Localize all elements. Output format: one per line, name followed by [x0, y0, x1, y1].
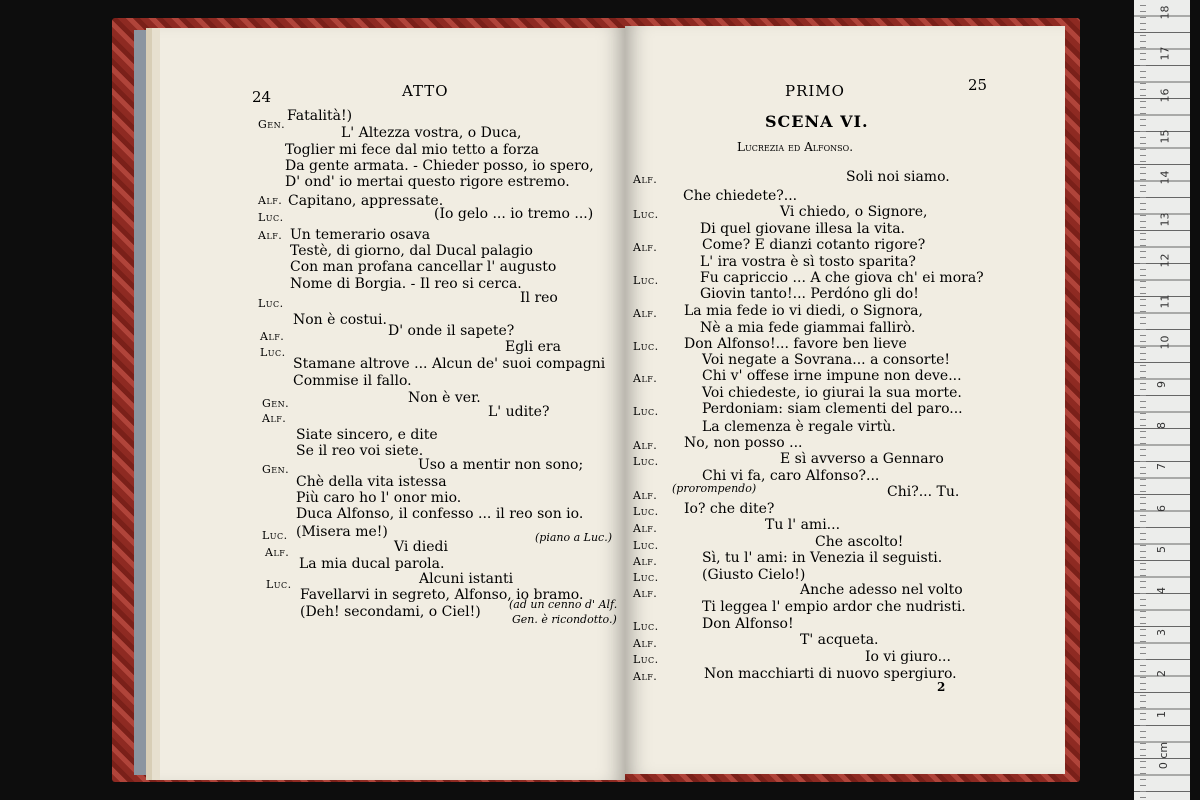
right-verse-line: Voi chiedeste, io giurai la sua morte. [702, 385, 962, 401]
right-verse-line: Io vi giuro... [865, 649, 951, 665]
ruler-number: 12 [1158, 253, 1172, 268]
ruler-ticks [1140, 0, 1146, 800]
right-speaker-label: Luc. [633, 208, 659, 221]
left-verse-line: Capitano, appressate. [288, 193, 444, 209]
right-verse-line: (Giusto Cielo!) [702, 567, 806, 583]
right-verse-line: Di quel giovane illesa la vita. [700, 221, 906, 237]
left-verse-line: Commise il fallo. [293, 373, 412, 389]
right-verse-line: Voi negate a Sovrana... a consorte! [702, 352, 951, 368]
left-speaker-label: Gen. [262, 397, 290, 410]
scene-title: SCENA VI. [765, 112, 869, 131]
right-speaker-label: Alf. [633, 439, 658, 452]
left-verse-line: La mia ducal parola. [299, 556, 445, 572]
left-verse-line: Duca Alfonso, il confesso ... il reo son io. [296, 506, 584, 522]
left-verse-line: Con man profana cancellar l' augusto [290, 259, 557, 275]
left-verse-line: (Deh! secondami, o Ciel!) [300, 604, 481, 620]
left-verse-line: Se il reo voi siete. [296, 443, 424, 459]
ruler-number: 14 [1158, 170, 1172, 185]
right-running-head: PRIMO [785, 82, 845, 100]
right-verse-line: Chi vi fa, caro Alfonso?... [702, 468, 880, 484]
right-speaker-label: Luc. [633, 340, 659, 353]
right-verse-line: No, non posso ... [684, 435, 803, 451]
left-speaker-label: Alf. [258, 194, 283, 207]
right-speaker-label: Alf. [633, 307, 658, 320]
left-verse-line: Vi diedi [394, 539, 448, 555]
left-speaker-label: Gen. [262, 463, 290, 476]
right-speaker-label: Alf. [633, 489, 658, 502]
right-verse-line: Come? E dianzi cotanto rigore? [702, 237, 926, 253]
right-speaker-label: Alf. [633, 670, 658, 683]
right-speaker-label: Luc. [633, 539, 659, 552]
left-verse-line: Egli era [505, 339, 561, 355]
right-verse-line: Vi chiedo, o Signore, [780, 204, 928, 220]
left-verse-line: Toglier mi fece dal mio tetto a forza [285, 142, 540, 158]
right-speaker-label: Luc. [633, 274, 659, 287]
right-verse-line: Giovin tanto!... Perdóno gli do! [700, 286, 919, 302]
right-verse-line: La mia fede io vi diedi, o Signora, [684, 303, 923, 319]
ruler-number: 9 [1155, 380, 1168, 388]
left-verse-line: L' Altezza vostra, o Duca, [341, 125, 522, 141]
right-speaker-label: Alf. [633, 241, 658, 254]
ruler-number: 2 [1155, 669, 1168, 677]
right-speaker-label: Alf. [633, 587, 658, 600]
right-speaker-label: Alf. [633, 555, 658, 568]
right-speaker-label: Luc. [633, 620, 659, 633]
right-verse-line: Perdoniam: siam clementi del paro... [702, 401, 963, 417]
left-verse-line: Testè, di giorno, dal Ducal palagio [290, 243, 533, 259]
ruler-number: 0 cm [1157, 742, 1171, 770]
ruler-number: 18 [1158, 5, 1172, 20]
right-speaker-label: Alf. [633, 522, 658, 535]
left-verse-line: (Io gelo ... io tremo ...) [434, 206, 594, 222]
stage-direction: (prorompendo) [672, 482, 757, 495]
scene-characters: Lucrezia ed Alfonso. [737, 140, 854, 154]
right-verse-line: Che chiedete?... [683, 188, 798, 204]
ruler-number: 7 [1155, 463, 1168, 471]
left-verse-line: Più caro ho l' onor mio. [296, 490, 462, 506]
left-speaker-label: Luc. [258, 211, 284, 224]
left-speaker-label: Luc. [260, 346, 286, 359]
right-verse-line: L' ira vostra è sì tosto sparita? [700, 254, 916, 270]
left-speaker-label: Gen. [258, 118, 286, 131]
right-verse-line: Che ascolto! [815, 534, 904, 550]
right-speaker-label: Luc. [633, 455, 659, 468]
right-verse-line: Don Alfonso!... favore ben lieve [684, 336, 907, 352]
ruler-number: 15 [1158, 129, 1172, 144]
ruler-number: 11 [1158, 294, 1172, 309]
ruler-number: 6 [1155, 504, 1168, 512]
left-speaker-label: Alf. [265, 546, 290, 559]
right-verse-line: T' acqueta. [800, 632, 879, 648]
right-speaker-label: Alf. [633, 637, 658, 650]
ruler-number: 5 [1155, 545, 1168, 553]
left-running-head: ATTO [402, 82, 449, 100]
ruler-number: 4 [1155, 587, 1168, 595]
right-verse-line: La clemenza è regale virtù. [702, 419, 896, 435]
right-verse-line: Don Alfonso! [702, 616, 794, 632]
right-page-number: 25 [968, 76, 988, 94]
left-verse-line: Non è costui. [293, 312, 387, 328]
ruler-number: 13 [1158, 212, 1172, 226]
right-verse-line: Fu capriccio ... A che giova ch' ei mora? [700, 270, 984, 286]
left-verse-line: Il reo [520, 290, 558, 306]
right-verse-line: Anche adesso nel volto [800, 582, 963, 598]
right-speaker-label: Luc. [633, 571, 659, 584]
left-verse-line: Da gente armata. - Chieder posso, io spero, [285, 158, 594, 174]
stage-direction: (piano a Luc.) [535, 531, 613, 544]
right-verse-line: Sì, tu l' ami: in Venezia il seguisti. [702, 550, 943, 566]
left-verse-line: (Misera me!) [296, 524, 388, 540]
ruler-number: 3 [1155, 628, 1168, 636]
left-speaker-label: Luc. [262, 529, 288, 542]
right-verse-line: Chi?... Tu. [887, 484, 960, 500]
left-verse-line: Un temerario osava [290, 227, 431, 243]
left-verse-line: Favellarvi in segreto, Alfonso, io bramo. [300, 587, 584, 603]
left-verse-line: Nome di Borgia. - Il reo si cerca. [290, 276, 522, 292]
ruler-number: 1 [1155, 711, 1168, 719]
right-speaker-label: Alf. [633, 372, 658, 385]
left-verse-line: Siate sincero, e dite [296, 427, 438, 443]
left-verse-line: Uso a mentir non sono; [418, 457, 584, 473]
ruler-number: 8 [1155, 422, 1168, 429]
signature-mark: 2 [937, 680, 946, 694]
left-speaker-label: Alf. [262, 412, 287, 425]
right-verse-line: Chi v' offese irne impune non deve... [702, 368, 962, 384]
left-verse-line: D' onde il sapete? [388, 323, 515, 339]
right-verse-line: Nè a mia fede giammai fallirò. [700, 320, 916, 336]
left-speaker-label: Alf. [258, 229, 283, 242]
right-speaker-label: Luc. [633, 653, 659, 666]
stage-direction: Gen. è ricondotto.) [512, 613, 617, 626]
left-verse-line: L' udite? [488, 404, 550, 420]
right-verse-line: Io? che dite? [684, 501, 775, 517]
left-verse-line: Alcuni istanti [419, 571, 514, 587]
right-speaker-label: Alf. [633, 173, 658, 186]
left-speaker-label: Luc. [258, 297, 284, 310]
ruler-number: 10 [1158, 335, 1172, 350]
right-verse-line: Soli noi siamo. [846, 169, 950, 185]
right-verse-line: Non macchiarti di nuovo spergiuro. [704, 666, 957, 682]
left-speaker-label: Alf. [260, 330, 285, 343]
left-verse-line: Stamane altrove ... Alcun de' suoi compagni [293, 356, 606, 372]
left-verse-line: Non è ver. [408, 390, 481, 406]
left-speaker-label: Luc. [266, 578, 292, 591]
right-verse-line: E sì avverso a Gennaro [780, 451, 944, 467]
left-page-number: 24 [252, 88, 272, 106]
left-verse-line: Chè della vita istessa [296, 474, 447, 490]
right-speaker-label: Luc. [633, 405, 659, 418]
left-verse-line: Fatalità!) [287, 108, 353, 124]
stage-direction: (ad un cenno d' Alf. [509, 598, 618, 611]
left-verse-line: D' ond' io mertai questo rigore estremo. [285, 174, 570, 190]
ruler-number: 17 [1158, 46, 1172, 61]
ruler-number: 16 [1158, 88, 1172, 103]
right-speaker-label: Luc. [633, 505, 659, 518]
right-verse-line: Tu l' ami... [765, 517, 841, 533]
right-verse-line: Ti leggea l' empio ardor che nudristi. [702, 599, 966, 615]
